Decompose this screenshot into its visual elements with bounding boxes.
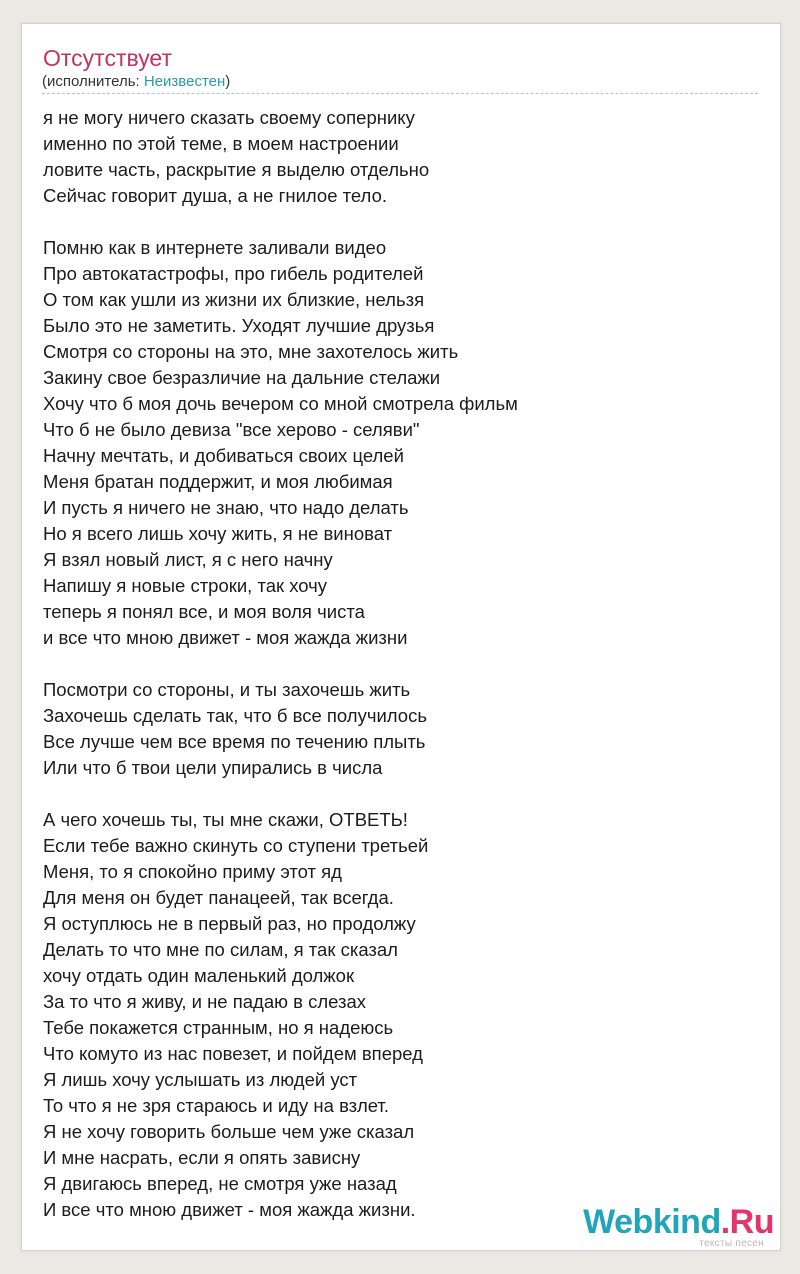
lyrics-line: Меня братан поддержит, и моя любимая bbox=[43, 471, 393, 492]
artist-suffix: ) bbox=[225, 73, 231, 90]
lyrics-line: Я оступлюсь не в первый раз, но продолжу bbox=[43, 913, 416, 934]
lyrics-line: именно по этой теме, в моем настроении bbox=[43, 133, 399, 154]
lyrics-body bbox=[43, 105, 763, 1249]
lyrics-line: Что б не было девиза "все херово - селяви" bbox=[43, 419, 420, 440]
lyrics-line: Если тебе важно скинуть со ступени третьей bbox=[43, 835, 429, 856]
lyrics-line: Было это не заметить. Уходят лучшие друзья bbox=[43, 315, 435, 336]
lyrics-line: Я двигаюсь вперед, не смотря уже назад bbox=[43, 1173, 397, 1194]
lyrics-line: Захочешь сделать так, что б все получилось bbox=[43, 705, 427, 726]
lyrics-line: Напишу я новые строки, так хочу bbox=[43, 575, 328, 596]
lyrics-line: Или что б твои цели упирались в числа bbox=[43, 757, 383, 778]
lyrics-line: И мне насрать, если я опять зависну bbox=[43, 1147, 361, 1168]
artist-line bbox=[42, 73, 230, 91]
lyrics-line: Помню как в интернете заливали видео bbox=[43, 237, 387, 258]
lyrics-line: и все что мною движет - моя жажда жизни bbox=[43, 627, 408, 648]
lyrics-stanza bbox=[43, 677, 763, 781]
lyrics-line: И пусть я ничего не знаю, что надо делать bbox=[43, 497, 409, 518]
lyrics-line: Делать то что мне по силам, я так сказал bbox=[43, 939, 398, 960]
lyrics-line: А чего хочешь ты, ты мне скажи, ОТВЕТЬ! bbox=[43, 809, 408, 830]
lyrics-line: Но я всего лишь хочу жить, я не виноват bbox=[43, 523, 393, 544]
lyrics-line: Я лишь хочу услышать из людей уст bbox=[43, 1069, 358, 1090]
lyrics-line: О том как ушли из жизни их близкие, нельзя bbox=[43, 289, 425, 310]
title-divider bbox=[42, 93, 758, 94]
lyrics-line: Что комуто из нас повезет, и пойдем вперед bbox=[43, 1043, 423, 1064]
lyrics-line: То что я не зря стараюсь и иду на взлет. bbox=[43, 1095, 389, 1116]
watermark-brand: Webkind bbox=[583, 1203, 721, 1241]
watermark-domain: .Ru bbox=[720, 1203, 774, 1241]
lyrics-line: ловите часть, раскрытие я выделю отдельно bbox=[43, 159, 430, 180]
artist-link[interactable]: Неизвестен bbox=[143, 73, 226, 90]
lyrics-stanza bbox=[43, 105, 763, 209]
lyrics-line: Про автокатастрофы, про гибель родителей bbox=[43, 263, 424, 284]
lyrics-line: Сейчас говорит душа, а не гнилое тело. bbox=[43, 185, 387, 206]
lyrics-page bbox=[21, 23, 781, 1251]
lyrics-line: Я не хочу говорить больше чем уже сказал bbox=[43, 1121, 415, 1142]
lyrics-stanza bbox=[43, 235, 763, 651]
lyrics-line: За то что я живу, и не падаю в слезах bbox=[43, 991, 367, 1012]
lyrics-stanza bbox=[43, 807, 763, 1223]
artist-prefix: (исполнитель: bbox=[42, 73, 144, 90]
lyrics-line: теперь я понял все, и моя воля чиста bbox=[43, 601, 365, 622]
lyrics-line: Для меня он будет панацеей, так всегда. bbox=[43, 887, 394, 908]
lyrics-line: Смотря со стороны на это, мне захотелось жить bbox=[43, 341, 459, 362]
watermark-tagline: тексты песен bbox=[699, 1238, 764, 1249]
lyrics-line: Закину свое безразличие на дальние стелажи bbox=[43, 367, 441, 388]
lyrics-line: Тебе покажется странным, но я надеюсь bbox=[43, 1017, 394, 1038]
watermark-logo bbox=[583, 1204, 774, 1240]
lyrics-line: И все что мною движет - моя жажда жизни. bbox=[43, 1199, 416, 1220]
lyrics-line: Я взял новый лист, я с него начну bbox=[43, 549, 333, 570]
lyrics-line: я не могу ничего сказать своему сопернику bbox=[43, 107, 415, 128]
lyrics-line: Все лучше чем все время по течению плыть bbox=[43, 731, 426, 752]
lyrics-line: Меня, то я спокойно приму этот яд bbox=[43, 861, 342, 882]
lyrics-line: Хочу что б моя дочь вечером со мной смотрела фильм bbox=[43, 393, 518, 414]
lyrics-line: хочу отдать один маленький должок bbox=[43, 965, 355, 986]
lyrics-line: Начну мечтать, и добиваться своих целей bbox=[43, 445, 404, 466]
song-title: Отсутствует bbox=[43, 45, 172, 71]
webkind-watermark bbox=[583, 1203, 774, 1249]
lyrics-line: Посмотри со стороны, и ты захочешь жить bbox=[43, 679, 411, 700]
